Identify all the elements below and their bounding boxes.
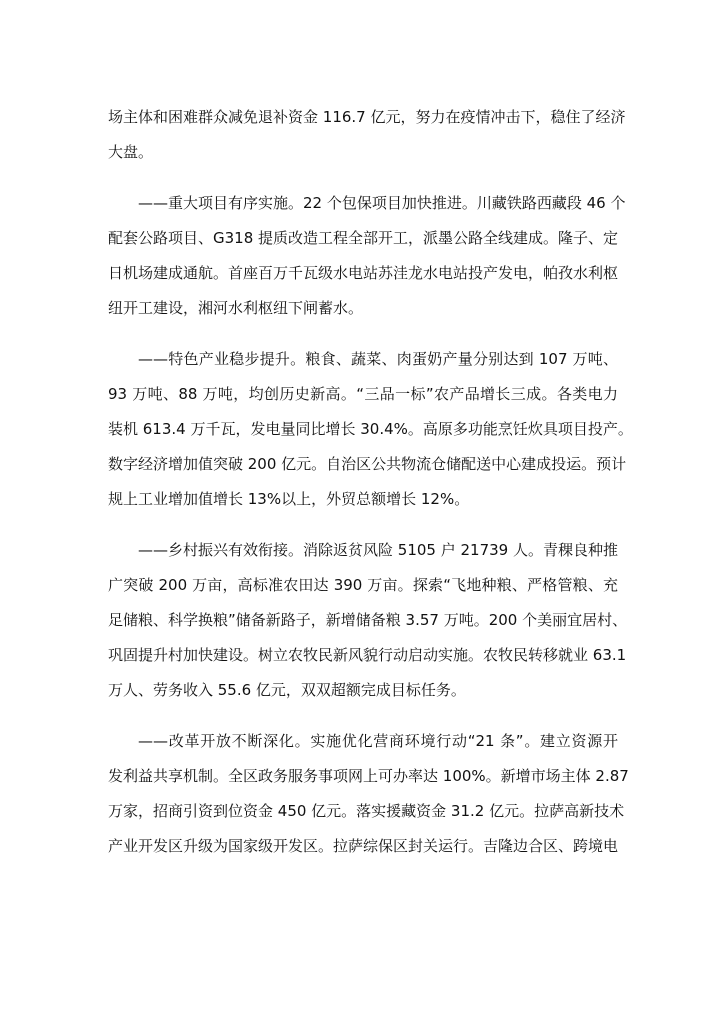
text-line: 巩固提升村加快建设。树立农牧民新风貌行动启动实施。农牧民转移就业 63.1 (108, 646, 627, 664)
paragraph-rural-revitalization (108, 533, 628, 708)
text-line: 配套公路项目、G318 提质改造工程全部开工，派墨公路全线建成。隆子、定 (108, 229, 619, 247)
text-line: 发利益共享机制。全区政务服务事项网上可办率达 100%。新增市场主体 2.87 (108, 767, 629, 785)
paragraph-continuation (108, 100, 626, 170)
text-line: 广突破 200 万亩，高标准农田达 390 万亩。探索“飞地种粮、严格管粮、充 (108, 576, 618, 594)
text-line: 万人、劳务收入 55.6 亿元，双双超额完成目标任务。 (108, 681, 466, 699)
text-line: 93 万吨、88 万吨，均创历史新高。“三品一标”农产品增长三成。各类电力 (108, 385, 618, 403)
text-line: 日机场建成通航。首座百万千瓦级水电站苏洼龙水电站投产发电，帕孜水利枢 (108, 264, 619, 282)
text-line: ——重大项目有序实施。22 个包保项目加快推进。川藏铁路西藏段 46 个 (138, 194, 626, 212)
text-line: ——特色产业稳步提升。粮食、蔬菜、肉蛋奶产量分别达到 107 万吨、 (138, 350, 618, 368)
text-line: ——改革开放不断深化。实施优化营商环境行动“21 条”。建立资源开 (138, 732, 618, 750)
text-line: 场主体和困难群众减免退补资金 116.7 亿元，努力在疫情冲击下，稳住了经济 (108, 108, 626, 126)
paragraph-reform-opening (108, 724, 629, 864)
text-line: 大盘。 (108, 143, 154, 161)
paragraph-major-projects (108, 186, 626, 326)
text-line: 产业开发区升级为国家级开发区。拉萨综保区封关运行。吉隆边合区、跨境电 (108, 837, 619, 855)
text-line: 足储粮、科学换粮”储备新路子，新增储备粮 3.57 万吨。200 个美丽宜居村、 (108, 611, 628, 629)
text-line: ——乡村振兴有效衔接。消除返贫风险 5105 户 21739 人。青稞良种推 (138, 541, 618, 559)
text-line: 数字经济增加值突破 200 亿元。自治区公共物流仓储配送中心建成投运。预计 (108, 455, 627, 473)
text-line: 纽开工建设，湘河水利枢纽下闸蓄水。 (108, 299, 364, 317)
text-line: 规上工业增加值增长 13%以上，外贸总额增长 12%。 (108, 490, 470, 508)
text-line: 装机 613.4 万千瓦，发电量同比增长 30.4%。高原多功能烹饪炊具项目投产。 (108, 420, 633, 438)
document-page (108, 100, 633, 864)
paragraph-industry (108, 342, 633, 517)
text-line: 万家，招商引资到位资金 450 亿元。落实援藏资金 31.2 亿元。拉萨高新技术 (108, 802, 625, 820)
